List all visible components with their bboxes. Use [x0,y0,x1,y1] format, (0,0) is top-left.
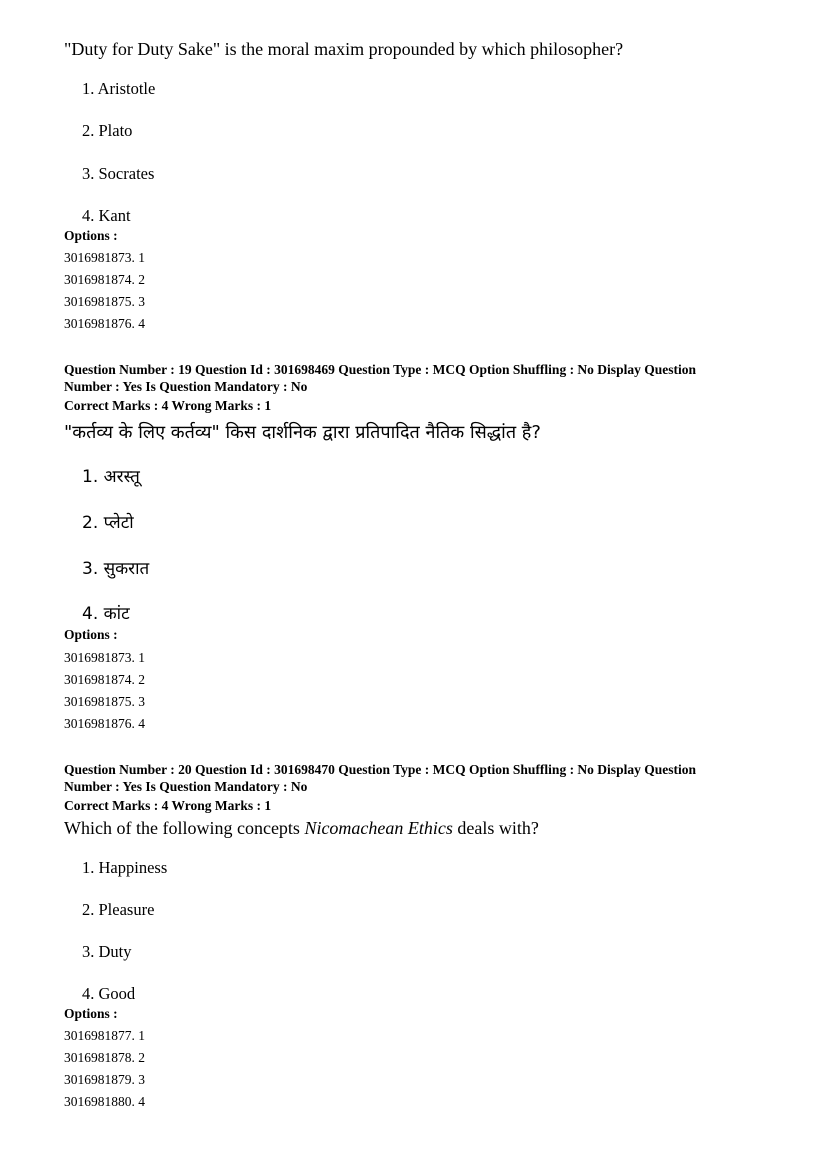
question-19-choice-1: 1. अरस्तू [82,467,140,487]
question-19-text: "कर्तव्य के लिए कर्तव्य" किस दार्शनिक द्वारा प्रतिपादित नैतिक सिद्धांत है? [64,422,541,443]
question-20-option-id-2: 3016981878. 2 [64,1050,145,1065]
question-20-text-block [64,817,764,839]
question-20-choice-4: 4. Good [82,984,136,1003]
question-19-choice-4: 4. कांट [82,604,130,624]
question-20-text-book-title: Nicomachean Ethics [304,818,453,838]
question-19-metadata [64,362,764,415]
question-19-marks: Correct Marks : 4 Wrong Marks : 1 [64,398,272,413]
question-20-option-id-4: 3016981880. 4 [64,1094,145,1109]
question-18-option-id-1: 3016981873. 1 [64,250,145,265]
question-20-meta-line-2: Number : Yes Is Question Mandatory : No [64,778,308,794]
question-18-options-label: Options : [64,228,118,243]
question-20-option-id-3: 3016981879. 3 [64,1072,145,1087]
question-18-option-id-3: 3016981875. 3 [64,294,145,309]
question-18-choice-3: 3. Socrates [82,164,155,183]
question-20-text-end: deals with? [452,818,539,838]
question-20-meta-line-1: Question Number : 20 Question Id : 301698470 Question Type : MCQ Option Shuffling : No Display Question [64,762,696,777]
question-20-choice-3: 3. Duty [82,942,132,961]
question-19-text-block [64,422,764,444]
question-19-options-label: Options : [64,627,118,642]
question-18-text: "Duty for Duty Sake" is the moral maxim propounded by which philosopher? [64,39,624,59]
question-18-choice-4: 4. Kant [82,206,131,225]
question-19-choice-2: 2. प्लेटो [82,513,134,533]
question-19-option-id-4: 3016981876. 4 [64,716,145,731]
question-19-meta-line-1: Question Number : 19 Question Id : 301698469 Question Type : MCQ Option Shuffling : No Display Question [64,362,696,377]
question-20-options-label: Options : [64,1006,118,1021]
question-19-choice-3: 3. सुकरात [82,559,150,579]
question-18-option-id-2: 3016981874. 2 [64,272,145,287]
question-18-choice-1: 1. Aristotle [82,79,156,98]
question-20-choice-1: 1. Happiness [82,858,168,877]
question-19-option-id-2: 3016981874. 2 [64,672,145,687]
question-20-text-start: Which of the following concepts [64,818,305,838]
question-19-option-id-3: 3016981875. 3 [64,694,145,709]
question-19-option-id-1: 3016981873. 1 [64,650,145,665]
question-19-meta-line-2: Number : Yes Is Question Mandatory : No [64,378,308,394]
question-20-marks: Correct Marks : 4 Wrong Marks : 1 [64,798,272,813]
question-20-text [64,817,764,839]
question-18-text-block [64,38,764,60]
question-18-choice-2: 2. Plato [82,121,133,140]
question-20-choice-2: 2. Pleasure [82,900,155,919]
question-20-option-id-1: 3016981877. 1 [64,1028,145,1043]
question-18-option-id-4: 3016981876. 4 [64,316,145,331]
question-20-metadata [64,762,764,815]
